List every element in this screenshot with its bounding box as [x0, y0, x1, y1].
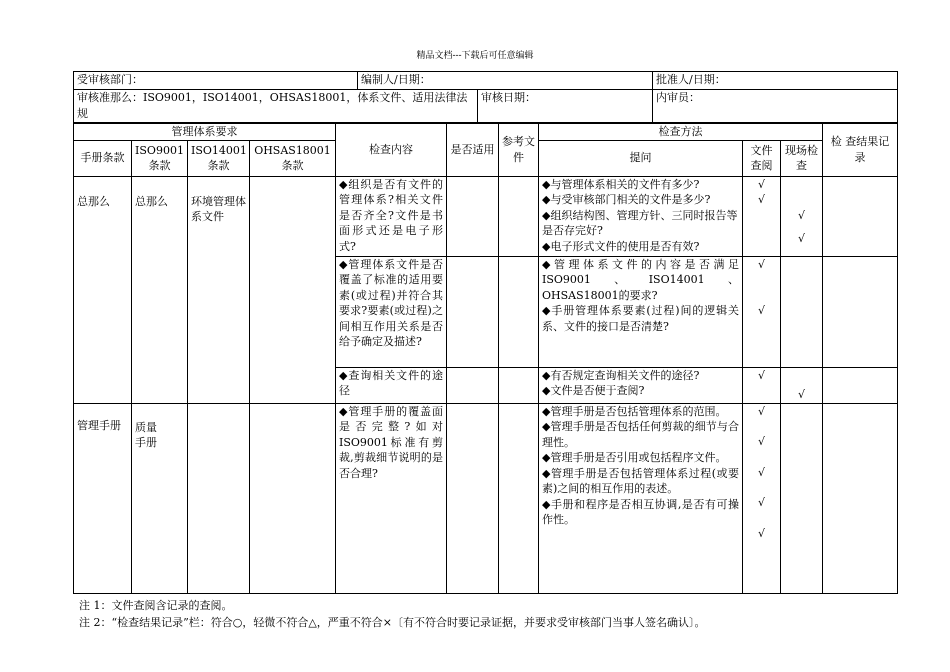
doc-check-mark: √ — [757, 177, 765, 191]
ohsas-header: OHSAS18001条款 — [250, 140, 336, 176]
iso9001-clause: 质量手册 — [132, 403, 188, 593]
doc-review-cell — [743, 176, 781, 256]
doc-check-mark: √ — [757, 257, 765, 271]
site-check-cell — [781, 256, 823, 367]
manual-header: 手册条款 — [74, 140, 132, 176]
applicable-cell — [447, 403, 499, 593]
info-table — [73, 71, 898, 123]
result-cell — [823, 403, 898, 593]
doc-check-mark: √ — [757, 404, 765, 418]
applicable-cell — [447, 256, 499, 367]
site-check-mark: √ — [797, 208, 805, 222]
iso14001-clause — [188, 403, 250, 593]
site-header: 现场检查 — [781, 140, 823, 176]
site-check-cell — [781, 367, 823, 403]
question-item: ◆文件是否便于查阅? — [542, 384, 645, 397]
manual-clause: 总那么 — [74, 176, 132, 403]
doc-review-cell — [743, 403, 781, 593]
mgmt-header: 管理体系要求 — [74, 124, 336, 141]
check-content: ◆管理体系文件是否覆盖了标准的适用要素(或过程)并符合其要求?要素(或过程)之间相互作用关系是否给予确定及描述? — [336, 256, 447, 367]
check-content: ◆组织是否有文件的管理体系?相关文件是否齐全?文件是书面形式还是电子形式? — [336, 176, 447, 256]
question-item: ◆管理手册是否包括管理体系的范围。 — [542, 404, 727, 418]
note-2: 注 2：“检查结果记录”栏：符合○，轻微不符合△，严重不符合×〔有不符合时要记录证据，并要求受审核部门当事人签名确认〕。 — [79, 616, 706, 629]
question-item: ◆管理手册是否包括任何剪裁的细节与合理性。 — [542, 420, 739, 449]
question-item: ◆手册管理体系要素(过程)间的逻辑关系、文件的接口是否清楚? — [542, 304, 739, 333]
question-item: ◆与管理体系相关的文件有多少? — [542, 177, 700, 191]
dept-cell: 受审核部门： — [74, 72, 358, 90]
doc-review-cell — [743, 256, 781, 367]
doc-check-mark: √ — [757, 526, 765, 540]
iso14001-clause: 环境管理体系文件 — [188, 176, 250, 403]
site-check-mark: √ — [797, 232, 805, 245]
question-item: ◆组织结构图、管理方针、三同时报告等是否存完好? — [542, 208, 738, 237]
question-item: ◆手册和程序是否相互协调,是否有可操作性。 — [542, 497, 739, 526]
doc-check-mark: √ — [757, 435, 765, 448]
check-content: ◆管理手册的覆盖面是否完整?如对ISO9001标准有剪裁,剪裁细节说明的是否合理? — [336, 403, 447, 593]
question-cell — [539, 403, 743, 593]
doc-review-header: 文件查阅 — [743, 140, 781, 176]
question-item: ◆电子形式文件的使用是否有效? — [542, 239, 700, 253]
check-content: ◆查询相关文件的途径 — [336, 367, 447, 403]
header-note: 精品文档---下载后可任意编辑 — [416, 51, 534, 61]
doc-check-mark: √ — [757, 304, 765, 317]
site-check-cell — [781, 176, 823, 256]
iso14001-header: ISO14001条款 — [188, 140, 250, 176]
editor-cell: 编制人/日期： — [358, 72, 653, 90]
notes — [79, 597, 706, 631]
iso9001-clause: 总那么 — [132, 176, 188, 403]
reference-cell — [499, 367, 539, 403]
result-cell — [823, 256, 898, 367]
reference-cell — [499, 256, 539, 367]
question-item: ◆管理体系文件的内容是否满足ISO9001、ISO14001、OHSAS18001的要求? — [542, 257, 739, 302]
audit-date-cell: 审核日期： — [478, 90, 653, 123]
question-cell — [539, 256, 743, 367]
applicable-cell — [447, 367, 499, 403]
note-1: 注 1：文件查阅含记录的查阅。 — [79, 599, 233, 612]
ohsas-clause — [250, 403, 336, 593]
approver-cell: 批准人/日期： — [653, 72, 898, 90]
doc-check-mark: √ — [757, 193, 765, 206]
applicable-cell — [447, 176, 499, 256]
criteria-cell: 审核准那么：ISO9001，ISO14001，OHSAS18001，体系文件、适用法律法规 — [74, 90, 478, 123]
iso9001-header: ISO9001条款 — [132, 140, 188, 176]
result-cell — [823, 176, 898, 256]
reference-cell — [499, 176, 539, 256]
applicable-header: 是否适用 — [447, 124, 499, 177]
ohsas-clause — [250, 176, 336, 403]
doc-check-mark: √ — [757, 496, 765, 509]
doc-check-mark: √ — [757, 465, 765, 479]
site-check-cell — [781, 403, 823, 593]
site-check-mark: √ — [797, 387, 805, 401]
question-header: 提问 — [539, 140, 743, 176]
question-item: ◆管理手册是否引用或包括程序文件。 — [542, 451, 727, 464]
question-item: ◆管理手册是否包括管理体系过程(或要素)之间的相互作用的表述。 — [542, 466, 739, 495]
auditor-cell: 内审员： — [653, 90, 898, 123]
reference-cell — [499, 403, 539, 593]
result-cell — [823, 367, 898, 403]
manual-clause: 管理手册 — [74, 403, 132, 593]
question-cell — [539, 367, 743, 403]
reference-header: 参考文件 — [499, 124, 539, 177]
content-header: 检查内容 — [336, 124, 447, 177]
checklist-table — [73, 123, 898, 594]
question-item: ◆有否规定查询相关文件的途径? — [542, 368, 700, 382]
method-header: 检查方法 — [539, 124, 823, 141]
question-item: ◆与受审核部门相关的文件是多少? — [542, 193, 711, 206]
question-cell — [539, 176, 743, 256]
result-header: 检 查结果记录 — [823, 124, 898, 177]
doc-review-cell — [743, 367, 781, 403]
doc-check-mark: √ — [757, 368, 765, 382]
